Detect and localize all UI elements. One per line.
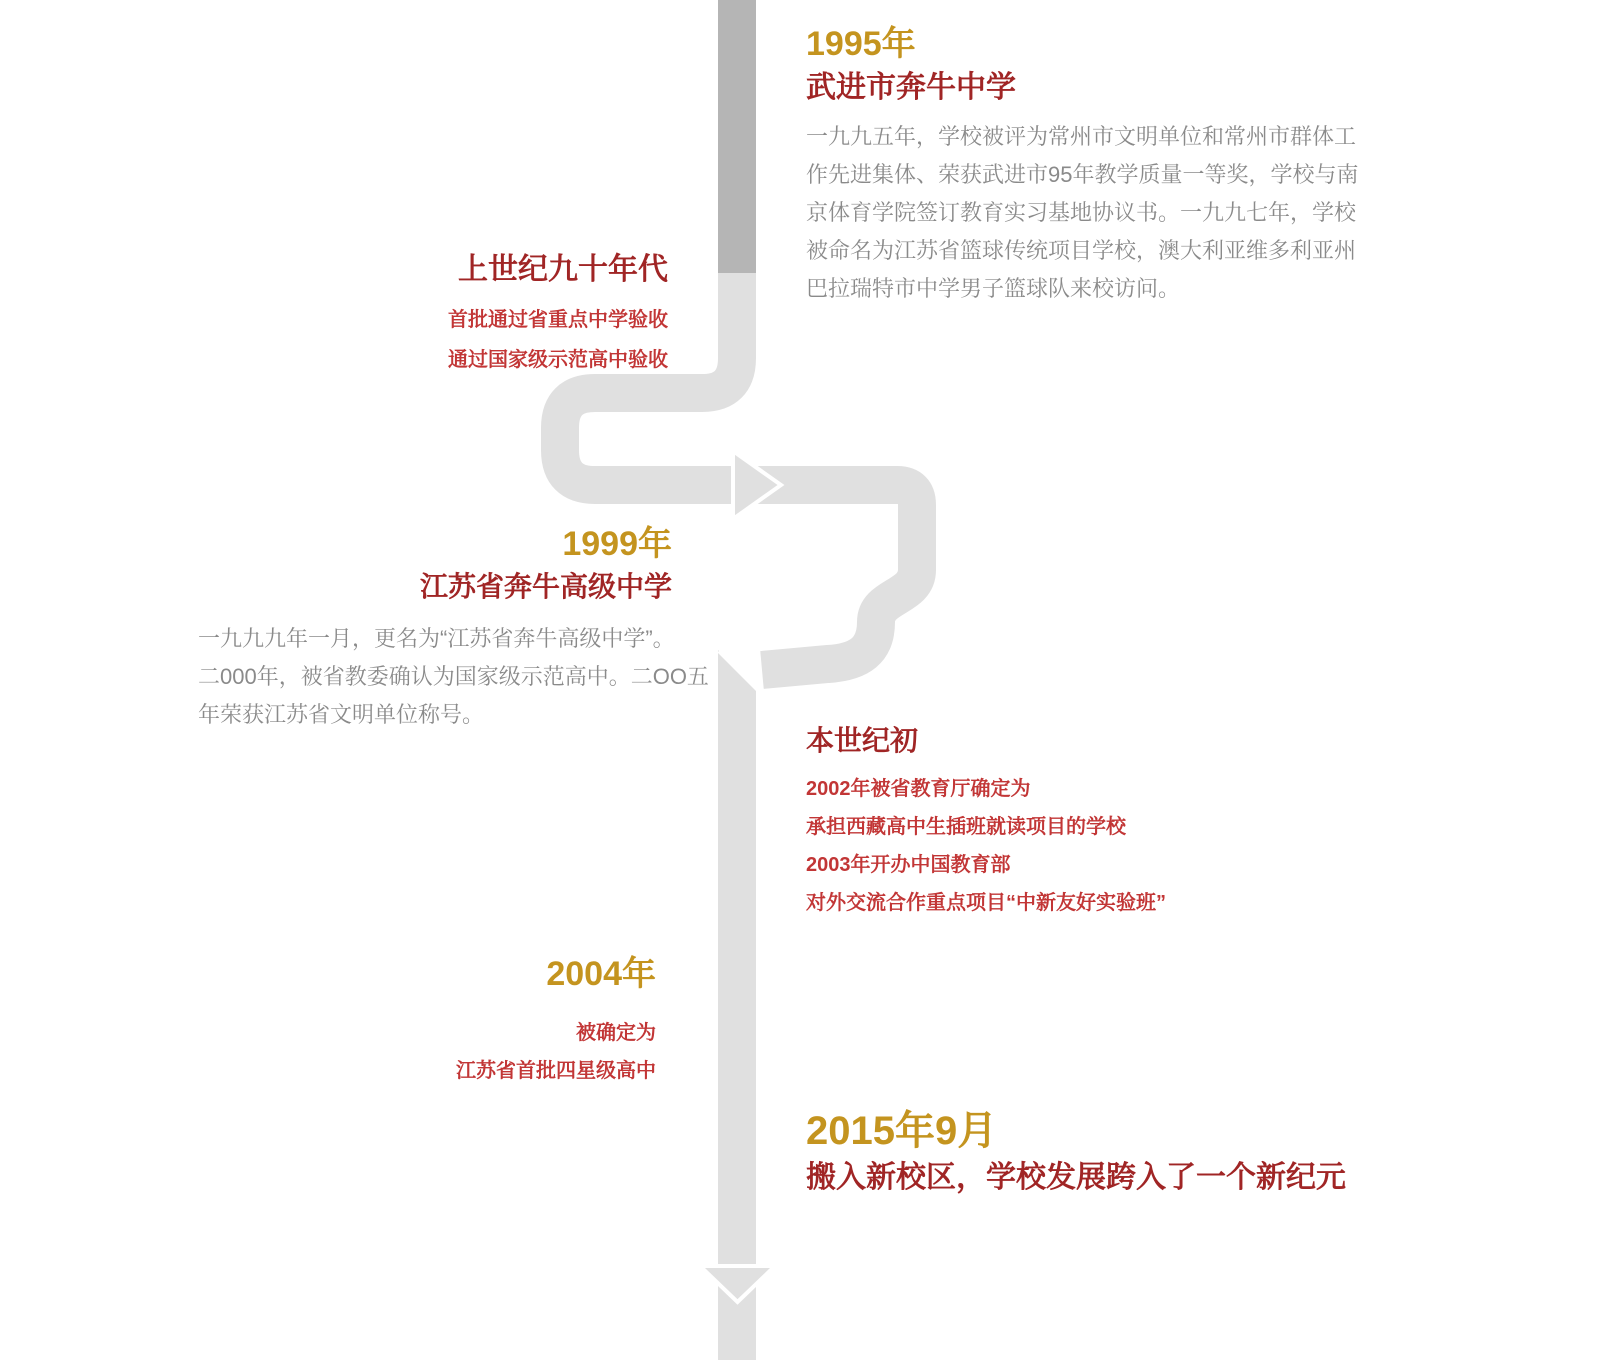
- body-line: 作先进集体、荣获武进市95年教学质量一等奖，学校与南: [806, 162, 1359, 187]
- event-year: 2004年: [546, 955, 656, 993]
- highlight-line: 被确定为: [576, 1022, 656, 1044]
- highlight-line: 2002年被省教育厅确定为: [806, 778, 1031, 800]
- event-year: 1999年: [562, 525, 672, 563]
- event-title: 武进市奔牛中学: [806, 71, 1016, 104]
- timeline-event-nineties: [448, 252, 668, 380]
- event-title: 上世纪九十年代: [458, 253, 668, 286]
- event-highlights: [806, 770, 1166, 922]
- event-year: 2015年9月: [806, 1109, 998, 1153]
- event-body: [198, 620, 709, 734]
- timeline-event-2004: [456, 954, 656, 1090]
- event-highlights: [448, 300, 668, 380]
- right-arrow-icon: [733, 451, 781, 519]
- event-title: 本世纪初: [806, 725, 919, 756]
- timeline-lower-segment: [718, 650, 756, 1360]
- event-body: [806, 118, 1358, 308]
- event-title: 江苏省奔牛高级中学: [419, 571, 672, 602]
- highlight-line: 通过国家级示范高中验收: [448, 349, 668, 371]
- event-highlights: [456, 1014, 656, 1090]
- body-line: 被命名为江苏省篮球传统项目学校，澳大利亚维多利亚州: [806, 238, 1357, 263]
- body-line: 二000年，被省教委确认为国家级示范高中。二OO五: [198, 664, 709, 689]
- highlight-line: 首批通过省重点中学验收: [448, 309, 668, 331]
- highlight-line: 江苏省首批四星级高中: [456, 1060, 656, 1082]
- timeline-event-1995: [806, 24, 1358, 308]
- body-line: 一九九九年一月，更名为“江苏省奔牛高级中学”。: [198, 626, 675, 651]
- body-line: 一九九五年，学校被评为常州市文明单位和常州市群体工: [806, 124, 1357, 149]
- event-year: 1995年: [806, 25, 916, 63]
- timeline-event-2000s: [806, 724, 1166, 922]
- highlight-line: 承担西藏高中生插班就读项目的学校: [806, 816, 1126, 838]
- highlight-line: 对外交流合作重点项目“中新友好实验班”: [806, 892, 1166, 914]
- body-line: 年荣获江苏省文明单位称号。: [198, 702, 485, 727]
- timeline-event-1999: [198, 524, 709, 734]
- body-line: 巴拉瑞特市中学男子篮球队来校访问。: [806, 276, 1181, 301]
- event-title: 搬入新校区，学校发展跨入了一个新纪元: [806, 1161, 1346, 1194]
- down-arrow-icon: [700, 1266, 775, 1302]
- highlight-line: 2003年开办中国教育部: [806, 854, 1011, 876]
- body-line: 京体育学院签订教育实习基地协议书。一九九七年，学校: [806, 200, 1357, 225]
- timeline-event-2015: [806, 1108, 1346, 1196]
- timeline-join-gap: [720, 650, 766, 696]
- timeline-top-segment: [718, 0, 756, 273]
